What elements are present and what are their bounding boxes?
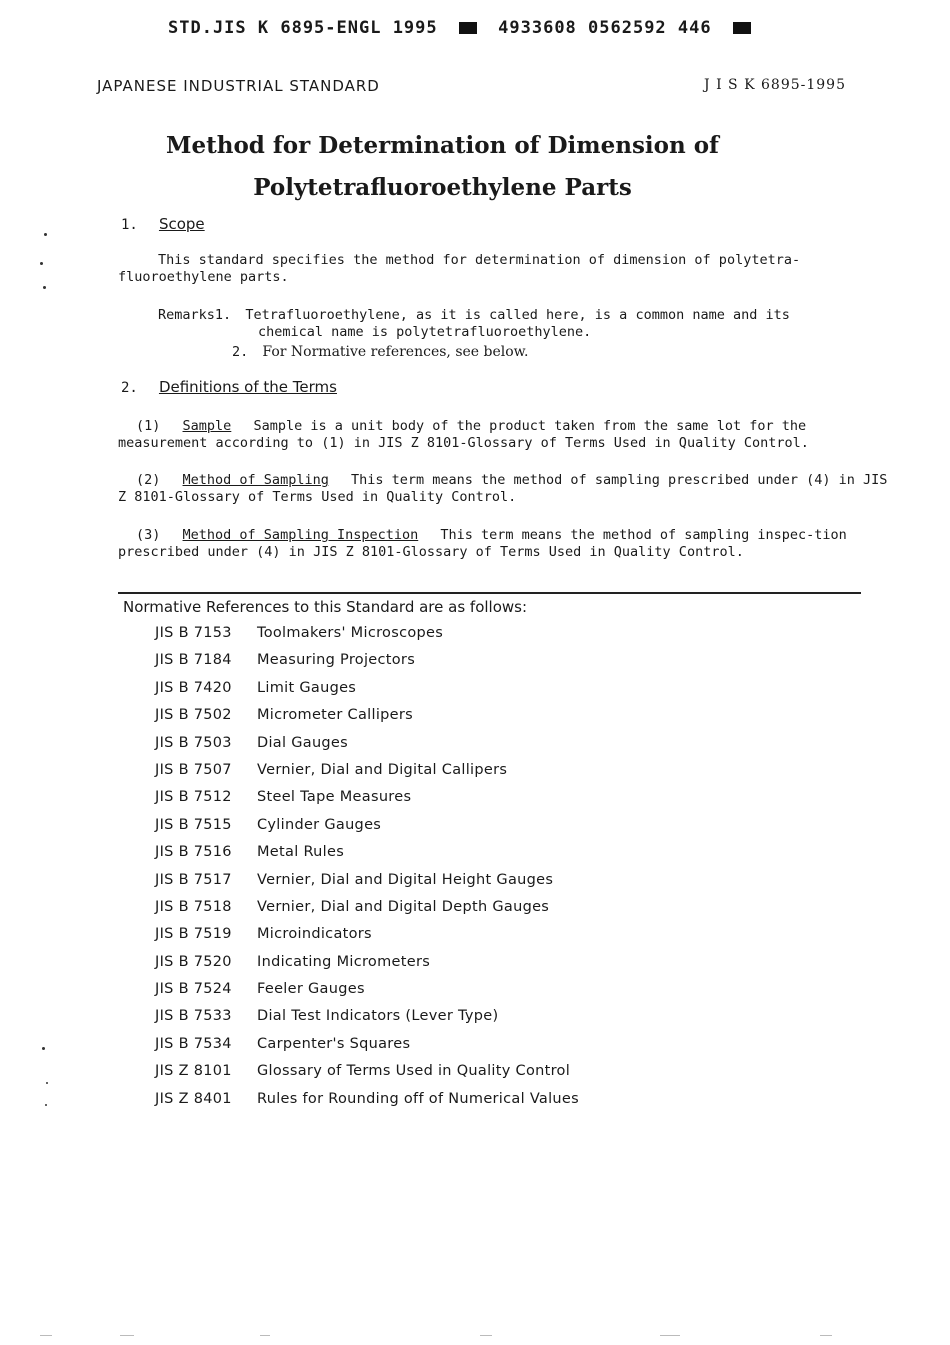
remark-1-line-1: Tetrafluoroethylene, as it is called here, is a common name and its [245, 307, 790, 323]
section-1-text: This standard specifies the method for determination of dimension of polytetra-fluoroethylene parts. [118, 252, 801, 285]
scan-speck [40, 262, 43, 265]
barcode-id-left: STD.JIS K 6895-ENGL 1995 [168, 18, 438, 38]
reference-item [155, 1091, 579, 1118]
reference-title: Microindicators [257, 926, 372, 943]
reference-item [155, 652, 579, 679]
reference-code: JIS B 7518 [155, 898, 232, 915]
definition-2 [118, 472, 888, 506]
reference-code: JIS B 7420 [155, 679, 232, 696]
scan-speck [42, 1047, 45, 1050]
reference-code: JIS B 7520 [155, 953, 232, 970]
reference-code: JIS B 7515 [155, 816, 232, 833]
reference-title: Toolmakers' Microscopes [257, 625, 444, 641]
references-list [155, 625, 579, 1118]
scan-speck [120, 1335, 134, 1336]
reference-item [155, 707, 579, 734]
reference-item [155, 735, 579, 762]
header-standard-label: JAPANESE INDUSTRIAL STANDARD [97, 77, 380, 95]
reference-code: JIS B 7524 [155, 981, 232, 998]
reference-title: Steel Tape Measures [257, 789, 412, 806]
remark-1 [158, 307, 790, 323]
definition-1-term: Sample [182, 418, 232, 434]
reference-title: Vernier, Dial and Digital Depth Gauges [257, 898, 550, 915]
reference-title: Vernier, Dial and Digital Height Gauges [257, 871, 554, 888]
section-2-title: Definitions of the Terms [158, 378, 337, 396]
reference-item [155, 1008, 579, 1035]
reference-title: Dial Gauges [257, 734, 349, 751]
reference-item [155, 1063, 579, 1090]
document-barcode-line [168, 18, 761, 38]
reference-item [155, 954, 579, 981]
reference-item [155, 981, 579, 1008]
references-divider [118, 592, 861, 594]
reference-title: Feeler Gauges [257, 981, 365, 998]
definition-1-text: Sample is a unit body of the product taken from the same lot for the measurement according to (1) in JIS Z 8101-Glossary of Terms Used in Quality Control. [118, 418, 809, 451]
section-1-title: Scope [158, 215, 205, 233]
definition-2-number: (2) [136, 472, 161, 488]
reference-title: Rules for Rounding off of Numerical Values [257, 1090, 579, 1107]
reference-item [155, 680, 579, 707]
remark-1-number: 1. [214, 307, 232, 323]
barcode-id-right: 4933608 0562592 446 [498, 18, 712, 38]
scan-speck [40, 1335, 52, 1336]
reference-code: JIS B 7517 [155, 871, 232, 888]
reference-title: Micrometer Callipers [257, 707, 413, 724]
scan-speck [45, 1104, 47, 1106]
definition-3-text: This term means the method of sampling inspec-tion prescribed under (4) in JIS Z 8101-Glossary of Terms Used in Quality Control. [118, 527, 847, 560]
reference-item [155, 1036, 579, 1063]
scan-speck [660, 1335, 680, 1336]
remark-2-number: 2. [232, 344, 249, 360]
reference-title: Indicating Micrometers [257, 953, 431, 970]
section-1-heading [121, 214, 205, 233]
reference-title: Cylinder Gauges [257, 816, 382, 833]
reference-code: JIS B 7503 [155, 734, 232, 751]
reference-title: Carpenter's Squares [257, 1035, 411, 1052]
reference-title: Metal Rules [257, 844, 345, 861]
reference-code: JIS B 7533 [155, 1008, 232, 1025]
reference-code: JIS B 7184 [155, 652, 232, 669]
reference-code: JIS B 7516 [155, 844, 232, 861]
scan-speck [46, 1082, 48, 1084]
definition-3-number: (3) [136, 527, 161, 543]
header-standard-number: J I S K 6895-1995 [704, 77, 846, 93]
remark-1-line-2: chemical name is polytetrafluoroethylene. [258, 324, 592, 340]
definition-3 [118, 527, 888, 561]
remarks-label: Remarks [158, 307, 215, 323]
scan-speck [44, 233, 47, 236]
reference-item [155, 872, 579, 899]
scan-speck [820, 1335, 832, 1336]
reference-code: JIS B 7507 [155, 761, 232, 778]
reference-item [155, 789, 579, 816]
title-line-1: Method for Determination of Dimension of [166, 132, 719, 159]
barcode-block-icon [459, 22, 477, 34]
reference-code: JIS B 7153 [155, 625, 232, 641]
definition-1 [118, 418, 888, 452]
reference-item [155, 625, 579, 652]
definition-1-number: (1) [136, 418, 161, 434]
reference-title: Measuring Projectors [257, 652, 416, 669]
remark-2 [232, 344, 528, 360]
reference-title: Glossary of Terms Used in Quality Control [257, 1063, 571, 1080]
scan-speck [480, 1335, 492, 1336]
scan-speck [43, 286, 46, 289]
reference-item [155, 844, 579, 871]
reference-code: JIS Z 8101 [155, 1063, 232, 1080]
definition-2-term: Method of Sampling [182, 472, 329, 488]
reference-item [155, 762, 579, 789]
reference-code: JIS Z 8401 [155, 1090, 232, 1107]
reference-title: Limit Gauges [257, 679, 357, 696]
reference-code: JIS B 7519 [155, 926, 232, 943]
reference-code: JIS B 7512 [155, 789, 232, 806]
remark-2-text: For Normative references, see below. [262, 344, 529, 360]
reference-code: JIS B 7502 [155, 707, 232, 724]
reference-item [155, 899, 579, 926]
section-2-heading [121, 377, 337, 396]
reference-item [155, 817, 579, 844]
barcode-block-icon [733, 22, 751, 34]
section-2-number: 2. [121, 380, 138, 396]
scan-speck [260, 1335, 270, 1336]
section-1-number: 1. [121, 217, 138, 233]
references-heading: Normative References to this Standard are as follows: [123, 598, 528, 616]
reference-title: Dial Test Indicators (Lever Type) [257, 1008, 499, 1025]
reference-code: JIS B 7534 [155, 1035, 232, 1052]
reference-item [155, 926, 579, 953]
title-line-2: Polytetrafluoroethylene Parts [253, 174, 632, 201]
reference-title: Vernier, Dial and Digital Callipers [257, 761, 508, 778]
definition-3-term: Method of Sampling Inspection [182, 527, 419, 543]
definition-2-text: This term means the method of sampling prescribed under (4) in JIS Z 8101-Glossary of Terms Used in Quality Control. [118, 472, 888, 505]
